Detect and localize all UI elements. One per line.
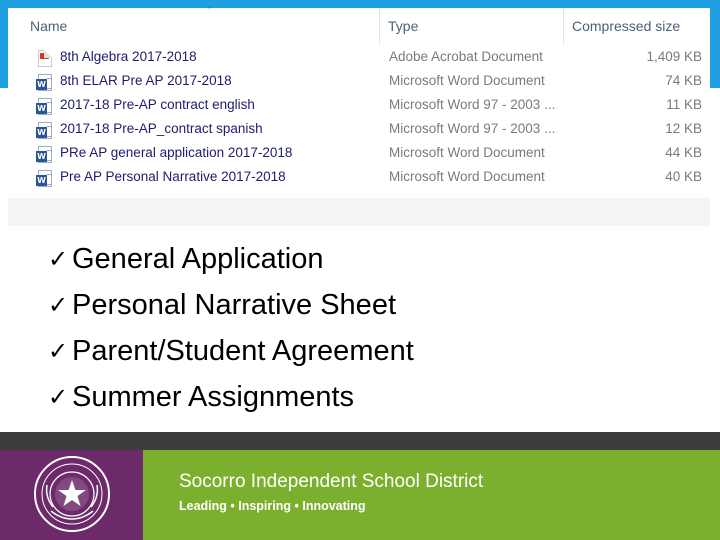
pdf-icon xyxy=(38,50,52,67)
checkmark-icon: ✓ xyxy=(48,291,69,319)
word-doc-icon xyxy=(38,98,52,115)
file-name: 8th Algebra 2017-2018 xyxy=(60,49,197,64)
file-size: 44 KB xyxy=(665,145,702,160)
column-header-type-label: Type xyxy=(388,18,419,34)
column-header-name-label: Name xyxy=(30,18,68,34)
file-size: 40 KB xyxy=(665,169,702,184)
word-doc-icon xyxy=(38,122,52,139)
file-row[interactable] xyxy=(16,142,710,166)
checklist-item-label: Parent/Student Agreement xyxy=(72,334,414,367)
file-name: 8th ELAR Pre AP 2017-2018 xyxy=(60,73,232,88)
word-doc-icon xyxy=(38,74,52,91)
file-type: Microsoft Word Document xyxy=(389,73,545,88)
checklist-item-personal-narrative xyxy=(48,282,414,328)
file-name: 2017-18 Pre-AP contract english xyxy=(60,97,255,112)
checkmark-icon: ✓ xyxy=(48,245,69,273)
file-name: Pre AP Personal Narrative 2017-2018 xyxy=(60,169,286,184)
file-type: Microsoft Word 97 - 2003 ... xyxy=(389,97,556,112)
district-name: Socorro Independent School District xyxy=(179,471,484,492)
zip-file-listing xyxy=(8,8,710,226)
column-header-size-label: Compressed size xyxy=(572,18,681,34)
checklist-item-summer-assignments xyxy=(48,374,414,420)
checklist-item-label: Personal Narrative Sheet xyxy=(72,288,396,321)
checkmark-icon: ✓ xyxy=(48,383,69,411)
file-type: Adobe Acrobat Document xyxy=(389,49,543,64)
file-row[interactable] xyxy=(16,166,710,190)
file-size: 12 KB xyxy=(665,121,702,136)
file-size: 11 KB xyxy=(666,97,702,112)
file-type: Microsoft Word Document xyxy=(389,169,545,184)
requirements-checklist xyxy=(48,236,414,420)
file-name: PRe AP general application 2017-2018 xyxy=(60,145,293,160)
checklist-item-parent-student-agreement xyxy=(48,328,414,374)
file-row[interactable] xyxy=(16,70,710,94)
word-doc-icon xyxy=(38,146,52,163)
sort-caret-icon: ˆ xyxy=(208,6,211,16)
word-doc-icon xyxy=(38,170,52,187)
file-row[interactable] xyxy=(16,94,710,118)
checkmark-icon: ✓ xyxy=(48,337,69,365)
file-size: 1,409 KB xyxy=(646,49,702,64)
district-tagline: Leading • Inspiring • Innovating xyxy=(179,499,366,513)
file-row[interactable] xyxy=(16,46,710,70)
footer-banner xyxy=(0,450,720,540)
district-seal-icon xyxy=(33,455,111,533)
file-size: 74 KB xyxy=(665,73,702,88)
logo-block xyxy=(0,450,143,540)
file-name: 2017-18 Pre-AP_contract spanish xyxy=(60,121,263,136)
column-header-size[interactable] xyxy=(564,8,710,44)
file-list xyxy=(8,8,710,226)
file-list-empty-area xyxy=(8,198,710,226)
file-type: Microsoft Word Document xyxy=(389,145,545,160)
column-header-type[interactable] xyxy=(380,8,564,44)
checklist-item-label: Summer Assignments xyxy=(72,380,355,413)
checklist-item-label: General Application xyxy=(72,242,324,275)
file-row[interactable] xyxy=(16,118,710,142)
footer-divider xyxy=(0,432,720,450)
column-header-name[interactable] xyxy=(16,8,380,44)
file-type: Microsoft Word 97 - 2003 ... xyxy=(389,121,556,136)
checklist-item-general-application xyxy=(48,236,414,282)
